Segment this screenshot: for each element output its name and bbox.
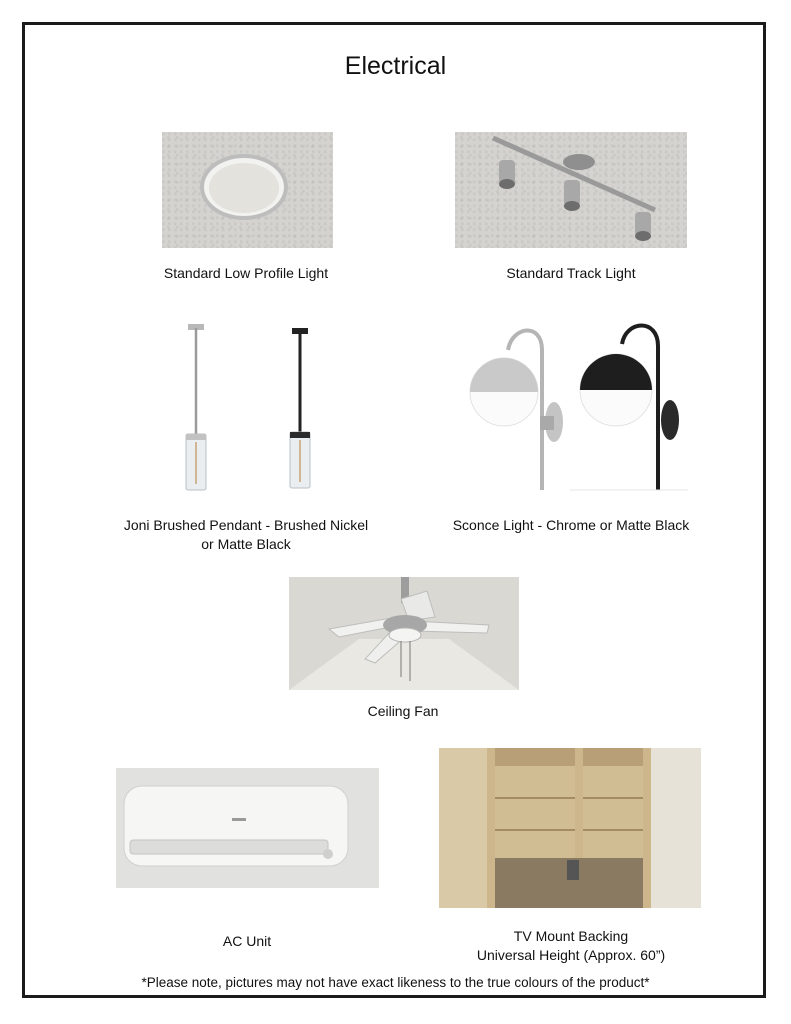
footer-note: *Please note, pictures may not have exact likeness to the true colours of the product* xyxy=(141,975,650,990)
tv-mount-caption-line2: Universal Height (Approx. 60”) xyxy=(476,947,666,963)
pendant-light-caption-line1: Joni Brushed Pendant - Brushed Nickel xyxy=(123,517,369,533)
low-profile-light-image xyxy=(162,132,333,248)
track-light-image xyxy=(455,132,687,248)
sconce-light-image xyxy=(462,320,688,492)
ceiling-fan-image xyxy=(289,577,519,690)
page-title: Electrical xyxy=(344,52,447,80)
ceiling-fan-caption: Ceiling Fan xyxy=(367,703,439,719)
sconce-light-caption: Sconce Light - Chrome or Matte Black xyxy=(452,517,690,533)
track-light-caption: Standard Track Light xyxy=(506,265,636,281)
pendant-light-image xyxy=(160,318,340,494)
ac-unit-image xyxy=(116,768,379,888)
tv-mount-caption-line1: TV Mount Backing xyxy=(513,928,629,944)
pendant-light-caption-line2: or Matte Black xyxy=(201,536,291,552)
tv-mount-backing-image xyxy=(439,748,701,908)
ac-unit-caption: AC Unit xyxy=(222,933,272,949)
low-profile-light-caption: Standard Low Profile Light xyxy=(163,265,329,281)
